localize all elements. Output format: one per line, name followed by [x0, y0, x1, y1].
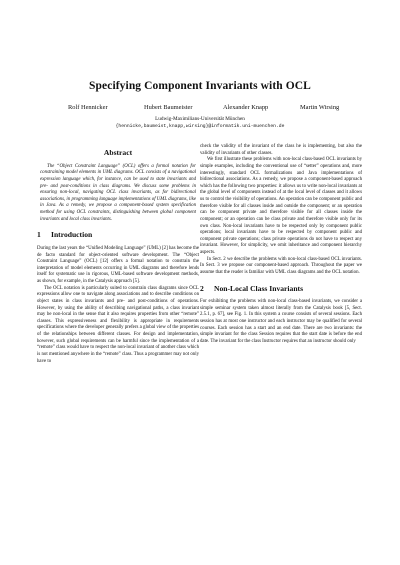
author-name: Rolf Hennicker — [68, 104, 108, 111]
section-title: Introduction — [51, 230, 93, 240]
intro-paragraph: During the last years the “Unified Modeling Language” (UML) [2] has become the de facto standard for object-oriented software development. The “Object Constraint Language” (OCL) [12] offers a formal notation to constrain the interpretation of model elements occurring in UML diagrams and therefore lends itself for systematic use in rigorous, UML-based software development methods, as shown, for example, in the Catalysis approach [5]. — [37, 245, 199, 284]
paper-title: Specifying Component Invariants with OCL — [89, 80, 311, 92]
section-heading-introduction — [37, 232, 199, 239]
intro-paragraph: check the validity of the invariant of the class he is implementing, but also the validity of invariants of other classes. — [200, 144, 362, 156]
section-number: 1 — [37, 230, 41, 240]
abstract-paragraph: The “Object Constraint Language” (OCL) offers a formal notation for constraining model elements in UML diagrams. OCL consists of a navigational expression language which, for instance, can be used to state invariants and pre- and post-conditions in class diagrams. We discuss some problems in ensuring non-local, navigating OCL class invariants, as for bidirectional associations, in programming language implementations of UML diagrams, like in Java. As a remedy, we propose a component-based system specification method for using OCL constraints, distinguishing between global component invariants and local class invariants. — [40, 163, 196, 222]
intro-paragraph: We first illustrate these problems with non-local class-based OCL invariants by simple examples, including the conventional use of “setter” operations and, more interestingly, standard OCL formalizations and Java implementations of bidirectional associations. As a remedy, we propose a component-based approach which has the following two properties: it allows us to write non-local invariants at the global level of components instead of at the local level of classes and it allows us to control the visibility of operations. An operation can be component public and therefore visible for all classes inside and outside the component; or an operation can be component private and therefore visible for all classes inside the component; or an operation can be class private and therefore visible only for its own class. Non-local invariants have to be respected only by component public operations; local invariants have to be respected by component public and component private operations; class private operations do not have to respect any invariant. However, for simplicity, we omit inheritance and component hierarchy aspects. — [200, 157, 362, 255]
email-address: {hennicke,baumeist,knapp,wirsing}@informatik.uni-muenchen.de — [115, 124, 285, 130]
author-name: Hubert Baumeister — [144, 104, 193, 111]
intro-paragraph: In Sect. 2 we describe the problems with non-local class-based OCL invariants. In Sect. 3 we propose our component-based approach. Throughout the paper we assume that the reader is familiar with UML class diagrams and the OCL notation. — [200, 256, 362, 275]
affiliation-block — [0, 116, 400, 131]
abstract-heading: Abstract — [103, 148, 133, 157]
section-paragraph: For exhibiting the problems with non-local class-based invariants, we consider a simple seminar system taken almost literally from the Catalysis book [5, Sect. 2.5.1, p. 67], see Fig. 1. In this system a course consists of several sessions. Each session has at most one instructor and each instructor may be qualified for several courses. Each session has a start and an end date. There are two invariants: the simple invariant for the class Session requires that the start date is before the end date. The invariant for the class Instructor requires that an instructor should only — [200, 299, 362, 344]
section-heading-non-local-invariants — [200, 283, 362, 293]
affiliation: Ludwig-Maximilians-Universität München — [155, 116, 245, 122]
section-number: 2 — [200, 283, 204, 293]
left-column — [37, 148, 199, 365]
right-column — [200, 144, 362, 346]
abstract-body — [37, 164, 199, 224]
author-name: Martin Wirsing — [300, 104, 340, 111]
section-title: Non-Local Class Invariants — [214, 283, 304, 293]
author-name: Alexander Knapp — [223, 104, 269, 111]
intro-paragraph: The OCL notation is particularly suited to constrain class diagrams since OCL expressions allow one to navigate along associations and to describe conditions on object states in class invariants and pre- and post-conditions of operations. However, by using the ability of describing navigational paths, a class invariant may be non-local in the sense that it also requires properties from other “remote” classes. This expressiveness and flexibility is appropriate in requirements specifications where the developer generally prefers a global view of the properties of the relationships between different classes. For design and implementation, however, such global requirements can be harmful since the implementation of a “remote” class would have to respect the non-local invariant of another class which is not mentioned anywhere in the “remote” class. Thus a programmer may not only have to — [37, 285, 199, 364]
